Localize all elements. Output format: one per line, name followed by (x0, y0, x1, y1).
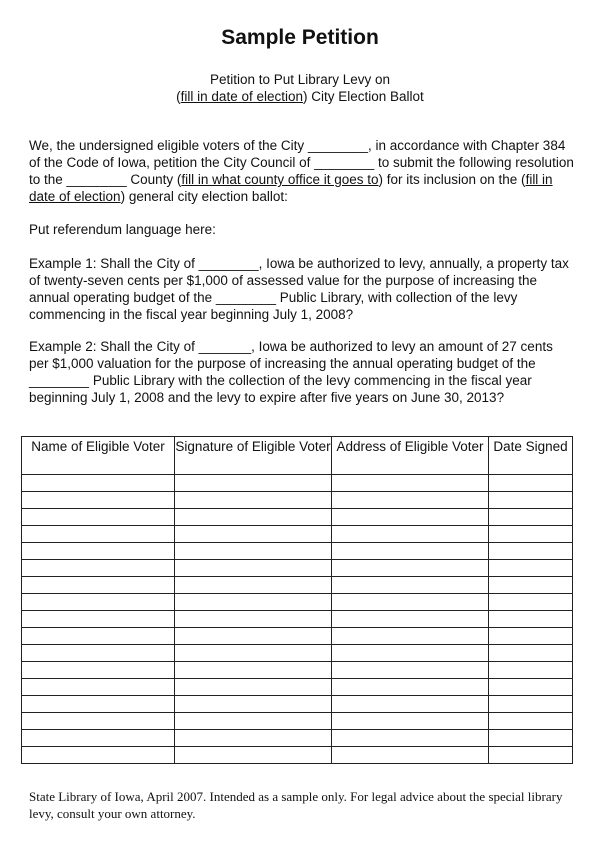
date-signed-cell (489, 696, 573, 713)
page-title: Sample Petition (221, 26, 379, 49)
date-signed-cell (489, 509, 573, 526)
header-date: Date Signed (489, 437, 573, 475)
voter-signature-cell (175, 526, 332, 543)
voter-address-cell (332, 611, 489, 628)
election-date-placeholder-2: fill in date of election (29, 172, 553, 204)
header-name: Name of Eligible Voter (22, 437, 175, 475)
table-row (22, 662, 573, 679)
table-row (22, 730, 573, 747)
date-signed-cell (489, 730, 573, 747)
table-header-row (22, 437, 573, 475)
voter-signature-cell (175, 696, 332, 713)
voter-address-cell (332, 526, 489, 543)
voter-name-cell (22, 509, 175, 526)
header-signature: Signature of Eligible Voter (175, 437, 332, 475)
table-row (22, 628, 573, 645)
table-row (22, 594, 573, 611)
voter-name-cell (22, 492, 175, 509)
date-signed-cell (489, 526, 573, 543)
table-row (22, 747, 573, 764)
date-signed-cell (489, 713, 573, 730)
table-row (22, 713, 573, 730)
date-signed-cell (489, 611, 573, 628)
header-address: Address of Eligible Voter (332, 437, 489, 475)
table-row (22, 679, 573, 696)
table-row (22, 577, 573, 594)
voter-name-cell (22, 526, 175, 543)
voter-address-cell (332, 662, 489, 679)
voter-address-cell (332, 696, 489, 713)
voter-name-cell (22, 679, 175, 696)
example-1: Example 1: Shall the City of ________, Iowa be authorized to levy, annually, a property tax of twenty-seven cents per $1,000 of assessed value for the purpose of increasing the annual operating budget of the ________ Public Library, with collection of the levy commencing in the fiscal year beginning July 1, 2008? (29, 256, 569, 322)
voter-signature-table (21, 436, 573, 764)
referendum-prompt: Put referendum language here: (29, 222, 216, 237)
intro-part-3: ) general city election ballot: (120, 189, 288, 204)
voter-signature-cell (175, 628, 332, 645)
voter-address-cell (332, 645, 489, 662)
footer-note: State Library of Iowa, April 2007. Intended as a sample only. For legal advice about the special library levy, consult your own attorney. (29, 789, 563, 821)
date-signed-cell (489, 577, 573, 594)
voter-address-cell (332, 475, 489, 492)
voter-name-cell (22, 577, 175, 594)
voter-signature-cell (175, 679, 332, 696)
example-2: Example 2: Shall the City of _______, Iowa be authorized to levy an amount of 27 cents per $1,000 valuation for the purpose of increasing the annual operating budget of the ________ Public Library with the collection of the levy commencing in the fiscal year beginning July 1, 2008 and the levy to expire after five years on June 30, 2013? (29, 339, 553, 405)
voter-address-cell (332, 679, 489, 696)
voter-signature-cell (175, 730, 332, 747)
table-row (22, 492, 573, 509)
county-office-placeholder: fill in what county office it goes to (181, 172, 379, 187)
date-signed-cell (489, 560, 573, 577)
voter-signature-cell (175, 713, 332, 730)
subtitle-line-2-rest: City Election Ballot (311, 89, 424, 104)
voter-signature-cell (175, 475, 332, 492)
table-row (22, 509, 573, 526)
subtitle-line-1: Petition to Put Library Levy on (209, 72, 391, 87)
intro-part-2: ) for its inclusion on the ( (378, 172, 526, 187)
table-row (22, 611, 573, 628)
voter-address-cell (332, 543, 489, 560)
table-row (22, 560, 573, 577)
voter-name-cell (22, 611, 175, 628)
voter-signature-cell (175, 509, 332, 526)
table-row (22, 696, 573, 713)
date-signed-cell (489, 679, 573, 696)
voter-name-cell (22, 628, 175, 645)
voter-signature-cell (175, 560, 332, 577)
date-signed-cell (489, 475, 573, 492)
voter-signature-cell (175, 645, 332, 662)
intro-paragraph (29, 137, 574, 205)
voter-address-cell (332, 509, 489, 526)
voter-signature-cell (175, 747, 332, 764)
voter-address-cell (332, 560, 489, 577)
voter-name-cell (22, 560, 175, 577)
date-signed-cell (489, 747, 573, 764)
voter-address-cell (332, 577, 489, 594)
voter-address-cell (332, 628, 489, 645)
voter-address-cell (332, 594, 489, 611)
subtitle-line-2: (fill in date of election) City Election Ballot (176, 89, 424, 104)
date-signed-cell (489, 543, 573, 560)
date-signed-cell (489, 594, 573, 611)
voter-name-cell (22, 713, 175, 730)
voter-name-cell (22, 662, 175, 679)
voter-signature-cell (175, 662, 332, 679)
voter-name-cell (22, 730, 175, 747)
subtitle (0, 71, 600, 105)
table-body (22, 475, 573, 764)
voter-address-cell (332, 730, 489, 747)
table-row (22, 475, 573, 492)
voter-name-cell (22, 696, 175, 713)
voter-name-cell (22, 594, 175, 611)
table-row (22, 526, 573, 543)
voter-name-cell (22, 645, 175, 662)
voter-name-cell (22, 475, 175, 492)
election-date-placeholder: fill in date of election (180, 89, 303, 104)
voter-name-cell (22, 543, 175, 560)
table-row (22, 543, 573, 560)
voter-address-cell (332, 492, 489, 509)
date-signed-cell (489, 645, 573, 662)
voter-signature-cell (175, 611, 332, 628)
intro-part-1: We, the undersigned eligible voters of the City ________, in accordance with Chapter 384 of the Code of Iowa, petition the City Council of ________ to submit the following resolution to the ________ County ( (29, 138, 574, 187)
date-signed-cell (489, 628, 573, 645)
voter-signature-cell (175, 543, 332, 560)
date-signed-cell (489, 662, 573, 679)
voter-signature-cell (175, 492, 332, 509)
table-row (22, 645, 573, 662)
voter-address-cell (332, 713, 489, 730)
voter-signature-cell (175, 594, 332, 611)
voter-name-cell (22, 747, 175, 764)
voter-address-cell (332, 747, 489, 764)
voter-signature-cell (175, 577, 332, 594)
date-signed-cell (489, 492, 573, 509)
